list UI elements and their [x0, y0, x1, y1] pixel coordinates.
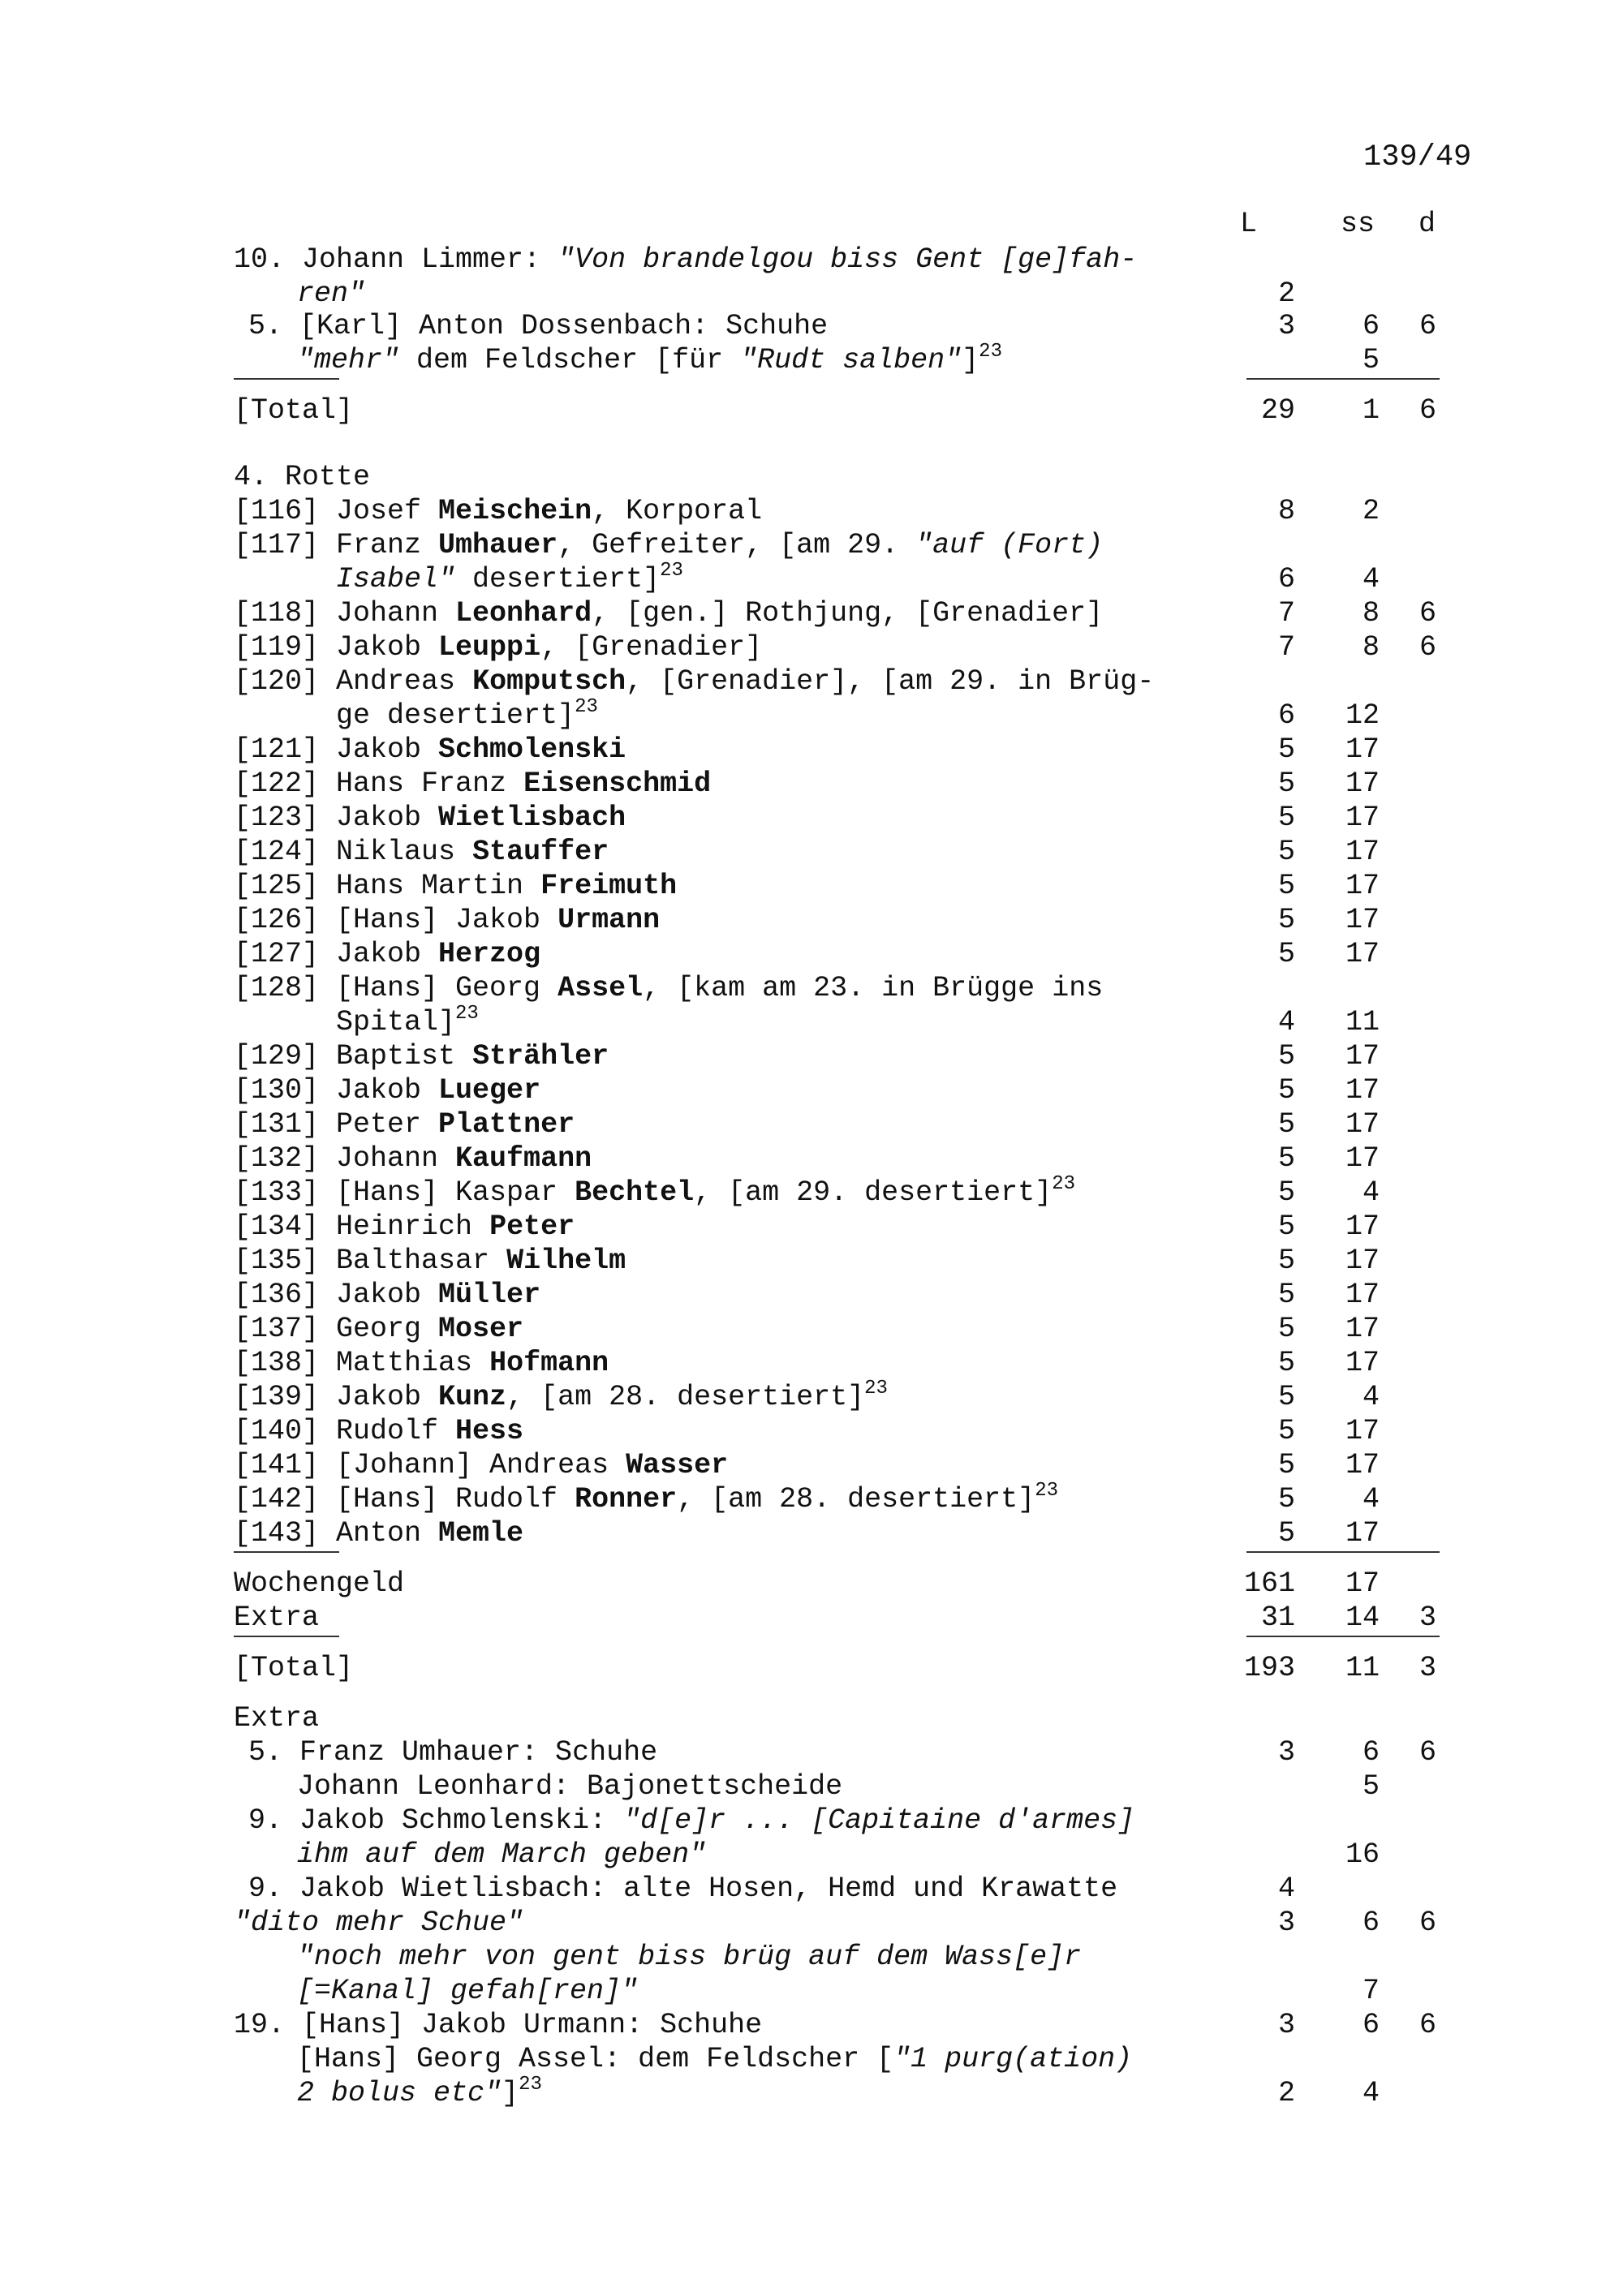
row-label: [130] Jakob Lueger	[234, 1074, 541, 1107]
row-label: [139] Jakob Kunz, [am 28. desertiert]$^{23}$	[234, 1378, 888, 1413]
ledger-row	[0, 1701, 1623, 1736]
rule-right	[1246, 1551, 1440, 1553]
row-label: [137] Georg Moser	[234, 1313, 524, 1345]
ledger-row	[0, 1175, 1623, 1210]
row-label: [133] [Hans] Kaspar Bechtel, [am 29. desertiert]$^{23}$	[234, 1173, 1075, 1209]
amount-pounds: 5	[1277, 1040, 1295, 1073]
ledger-row	[0, 868, 1623, 904]
row-label: Spital]$^{23}$	[336, 1003, 479, 1038]
row-label: [124] Niklaus Stauffer	[234, 836, 609, 868]
amount-shillings: 7	[1362, 1975, 1380, 2007]
row-label: Isabel" desertiert]$^{23}$	[336, 560, 683, 595]
amount-pounds: 2	[1277, 277, 1295, 310]
row-label: [126] [Hans] Jakob Urmann	[234, 904, 661, 936]
amount-shillings: 17	[1345, 733, 1380, 766]
row-label: [132] Johann Kaufmann	[234, 1142, 592, 1175]
amount-pounds: 5	[1277, 1449, 1295, 1481]
row-label: "dito mehr Schue"	[234, 1907, 524, 1939]
row-label: [Hans] Georg Assel: dem Feldscher ["1 purg(ation)	[297, 2043, 1133, 2075]
ledger-row	[0, 1073, 1623, 1108]
amount-pounds: 5	[1277, 1210, 1295, 1243]
ledger-row	[0, 527, 1623, 563]
amount-shillings: 17	[1345, 1142, 1380, 1175]
row-label: 2 bolus etc"]$^{23}$	[297, 2074, 542, 2109]
amount-pounds: 5	[1277, 904, 1295, 936]
ledger-row	[0, 1209, 1623, 1245]
amount-pounds: 5	[1277, 836, 1295, 868]
amount-pounds: 5	[1277, 1279, 1295, 1311]
row-label: [127] Jakob Herzog	[234, 938, 541, 970]
amount-pounds: 3	[1277, 1736, 1295, 1769]
row-label: 5. Franz Umhauer: Schuhe	[248, 1736, 658, 1769]
amount-shillings: 8	[1362, 597, 1380, 630]
amount-pounds: 6	[1277, 699, 1295, 732]
amount-pounds: 161	[1243, 1567, 1295, 1600]
rule-left	[234, 378, 339, 380]
ledger-row	[0, 1243, 1623, 1279]
row-label: [122] Hans Franz Eisenschmid	[234, 767, 712, 800]
row-label: [118] Johann Leonhard, [gen.] Rothjung, [Grenadier]	[234, 597, 1104, 630]
ledger-row	[0, 1769, 1623, 1804]
ledger-row	[0, 1566, 1623, 1602]
amount-shillings: 6	[1362, 1736, 1380, 1769]
ledger-row	[0, 834, 1623, 870]
amount-pounds: 5	[1277, 1313, 1295, 1345]
row-label: [Total]	[234, 1652, 354, 1684]
amount-shillings: 17	[1345, 1347, 1380, 1379]
ledger-row	[0, 1939, 1623, 1975]
ledger-row	[0, 1447, 1623, 1483]
header-pounds: L	[1240, 208, 1258, 240]
amount-shillings: 17	[1345, 1108, 1380, 1141]
amount-pounds: 5	[1277, 1142, 1295, 1175]
amount-shillings: 1	[1362, 394, 1380, 427]
ledger-row	[0, 276, 1623, 312]
amount-pounds: 5	[1277, 1074, 1295, 1107]
amount-pence: 3	[1419, 1652, 1436, 1684]
ledger-row	[0, 595, 1623, 631]
row-label: [143] Anton Memle	[234, 1517, 524, 1550]
row-label: [120] Andreas Komputsch, [Grenadier], [am 29. in Brüg-	[234, 665, 1155, 698]
row-label: [123] Jakob Wietlisbach	[234, 802, 626, 834]
amount-shillings: 4	[1362, 563, 1380, 595]
ledger-row	[0, 342, 1623, 378]
amount-pence: 3	[1419, 1602, 1436, 1634]
amount-shillings: 16	[1345, 1838, 1380, 1871]
row-label: [131] Peter Plattner	[234, 1108, 575, 1141]
amount-pounds: 5	[1277, 1381, 1295, 1413]
amount-pounds: 5	[1277, 938, 1295, 970]
amount-pence: 6	[1419, 2009, 1436, 2041]
row-label: ihm auf dem March geben"	[297, 1838, 707, 1871]
rule-left	[234, 1636, 339, 1637]
amount-pence: 6	[1419, 631, 1436, 664]
row-label: [140] Rudolf Hess	[234, 1415, 524, 1447]
row-label: [141] [Johann] Andreas Wasser	[234, 1449, 729, 1481]
row-label: [135] Balthasar Wilhelm	[234, 1245, 626, 1277]
amount-shillings: 14	[1345, 1602, 1380, 1634]
row-label: "noch mehr von gent biss brüg auf dem Wass[e]r	[297, 1941, 1082, 1973]
row-label: [138] Matthias Hofmann	[234, 1347, 609, 1379]
amount-pounds: 3	[1277, 2009, 1295, 2041]
ledger-row	[0, 1413, 1623, 1449]
amount-shillings: 4	[1362, 1381, 1380, 1413]
ledger-row	[0, 1379, 1623, 1415]
ledger-row	[0, 308, 1623, 344]
row-label: 19. [Hans] Jakob Urmann: Schuhe	[234, 2009, 763, 2041]
ledger-row	[0, 1107, 1623, 1142]
amount-pounds: 5	[1277, 733, 1295, 766]
amount-shillings: 17	[1345, 904, 1380, 936]
ledger-row	[0, 1871, 1623, 1907]
amount-pounds: 3	[1277, 1907, 1295, 1939]
row-label: [134] Heinrich Peter	[234, 1210, 575, 1243]
ledger-row	[0, 664, 1623, 699]
amount-shillings: 6	[1362, 1907, 1380, 1939]
amount-shillings: 17	[1345, 1074, 1380, 1107]
amount-pounds: 5	[1277, 767, 1295, 800]
row-label: [121] Jakob Schmolenski	[234, 733, 626, 766]
amount-shillings: 4	[1362, 2077, 1380, 2109]
ledger-row	[0, 2041, 1623, 2077]
amount-pounds: 2	[1277, 2077, 1295, 2109]
amount-shillings: 12	[1345, 699, 1380, 732]
amount-pounds: 5	[1277, 1517, 1295, 1550]
ledger-row	[0, 459, 1623, 495]
amount-shillings: 17	[1345, 836, 1380, 868]
ledger-row	[0, 1141, 1623, 1176]
amount-shillings: 17	[1345, 870, 1380, 902]
amount-pounds: 3	[1277, 310, 1295, 342]
ledger-row	[0, 630, 1623, 665]
ledger-row	[0, 1973, 1623, 2009]
ledger-row	[0, 970, 1623, 1006]
row-label: 10. Johann Limmer: "Von brandelgou biss Gent [ge]fah-	[234, 243, 1138, 276]
amount-pounds: 4	[1277, 1872, 1295, 1905]
amount-pounds: 5	[1277, 1483, 1295, 1516]
amount-pounds: 193	[1243, 1652, 1295, 1684]
amount-shillings: 17	[1345, 1449, 1380, 1481]
amount-shillings: 6	[1362, 2009, 1380, 2041]
amount-pounds: 5	[1277, 1176, 1295, 1209]
amount-shillings: 5	[1362, 1770, 1380, 1803]
ledger-row	[0, 2075, 1623, 2111]
ledger-row	[0, 493, 1623, 529]
amount-pence: 6	[1419, 310, 1436, 342]
amount-shillings: 5	[1362, 344, 1380, 376]
row-label: Extra	[234, 1602, 320, 1634]
amount-pounds: 5	[1277, 870, 1295, 902]
ledger-row	[0, 698, 1623, 733]
amount-shillings: 17	[1345, 938, 1380, 970]
row-label: Extra	[234, 1702, 320, 1735]
amount-shillings: 17	[1345, 1279, 1380, 1311]
amount-pounds: 5	[1277, 802, 1295, 834]
amount-pounds: 5	[1277, 1108, 1295, 1141]
amount-shillings: 11	[1345, 1006, 1380, 1038]
ledger-row	[0, 561, 1623, 597]
ledger-row	[0, 1803, 1623, 1838]
amount-shillings: 4	[1362, 1483, 1380, 1516]
row-label: 4. Rotte	[234, 461, 371, 493]
amount-shillings: 17	[1345, 802, 1380, 834]
rule-right	[1246, 378, 1440, 380]
amount-pounds: 7	[1277, 631, 1295, 664]
ledger-row	[0, 936, 1623, 972]
row-label: [136] Jakob Müller	[234, 1279, 541, 1311]
amount-pence: 6	[1419, 1736, 1436, 1769]
ledger-row	[0, 242, 1623, 277]
row-label: [116] Josef Meischein, Korporal	[234, 495, 763, 527]
amount-shillings: 17	[1345, 1040, 1380, 1073]
ledger-row	[0, 766, 1623, 802]
row-label: [125] Hans Martin Freimuth	[234, 870, 678, 902]
row-label: Johann Leonhard: Bajonettscheide	[297, 1770, 843, 1803]
row-label: 5. [Karl] Anton Dossenbach: Schuhe	[248, 310, 829, 342]
row-label: [Total]	[234, 394, 354, 427]
amount-shillings: 6	[1362, 310, 1380, 342]
amount-pounds: 5	[1277, 1245, 1295, 1277]
amount-shillings: 2	[1362, 495, 1380, 527]
row-label: [128] [Hans] Georg Assel, [kam am 23. in Brügge ins	[234, 972, 1104, 1004]
ledger-row	[0, 902, 1623, 938]
amount-pounds: 8	[1277, 495, 1295, 527]
ledger-row	[0, 1311, 1623, 1347]
row-label: [=Kanal] gefah[ren]"	[297, 1975, 639, 2007]
amount-pence: 6	[1419, 394, 1436, 427]
amount-pounds: 5	[1277, 1415, 1295, 1447]
amount-pence: 6	[1419, 597, 1436, 630]
row-label: ren"	[297, 277, 366, 310]
header-shillings: ss	[1341, 208, 1375, 240]
ledger-row	[0, 1481, 1623, 1517]
ledger-row	[0, 1837, 1623, 1872]
row-label: ge desertiert]$^{23}$	[336, 696, 598, 732]
ledger-row	[0, 1345, 1623, 1381]
ledger-row	[0, 1004, 1623, 1040]
amount-shillings: 17	[1345, 1415, 1380, 1447]
row-label: 9. Jakob Schmolenski: "d[e]r ... [Capitaine d'armes]	[248, 1804, 1135, 1837]
ledger-row	[0, 1516, 1623, 1551]
row-label: [142] [Hans] Rudolf Ronner, [am 28. desertiert]$^{23}$	[234, 1480, 1058, 1516]
amount-pounds: 7	[1277, 597, 1295, 630]
row-label: [119] Jakob Leuppi, [Grenadier]	[234, 631, 763, 664]
amount-shillings: 11	[1345, 1652, 1380, 1684]
ledger-row	[0, 1600, 1623, 1636]
page-number: 139/49	[1363, 140, 1472, 174]
amount-pounds: 4	[1277, 1006, 1295, 1038]
ledger-row	[0, 2007, 1623, 2043]
row-label: Wochengeld	[234, 1567, 405, 1600]
amount-pounds: 29	[1260, 394, 1295, 427]
rule-left	[234, 1551, 339, 1553]
header-pence: d	[1419, 208, 1436, 240]
amount-pence: 6	[1419, 1907, 1436, 1939]
ledger-row	[0, 1735, 1623, 1770]
amount-pounds: 31	[1260, 1602, 1295, 1634]
amount-shillings: 4	[1362, 1176, 1380, 1209]
amount-shillings: 17	[1345, 1245, 1380, 1277]
ledger-row	[0, 1277, 1623, 1313]
row-label: [117] Franz Umhauer, Gefreiter, [am 29. "auf (Fort)	[234, 529, 1104, 561]
row-label: 9. Jakob Wietlisbach: alte Hosen, Hemd und Krawatte	[248, 1872, 1118, 1905]
amount-shillings: 17	[1345, 767, 1380, 800]
amount-shillings: 8	[1362, 631, 1380, 664]
row-label: [129] Baptist Strähler	[234, 1040, 609, 1073]
amount-shillings: 17	[1345, 1567, 1380, 1600]
row-label: "mehr" dem Feldscher [für "Rudt salben"]$^{23}$	[297, 341, 1002, 376]
ledger-row	[0, 1905, 1623, 1941]
ledger-row	[0, 1038, 1623, 1074]
rule-right	[1246, 1636, 1440, 1637]
amount-shillings: 17	[1345, 1210, 1380, 1243]
amount-shillings: 17	[1345, 1313, 1380, 1345]
ledger-row	[0, 732, 1623, 767]
ledger-row	[0, 800, 1623, 836]
amount-pounds: 5	[1277, 1347, 1295, 1379]
column-headers	[0, 206, 1623, 242]
ledger-row	[0, 393, 1623, 428]
amount-shillings: 17	[1345, 1517, 1380, 1550]
amount-pounds: 6	[1277, 563, 1295, 595]
ledger-row	[0, 1650, 1623, 1686]
